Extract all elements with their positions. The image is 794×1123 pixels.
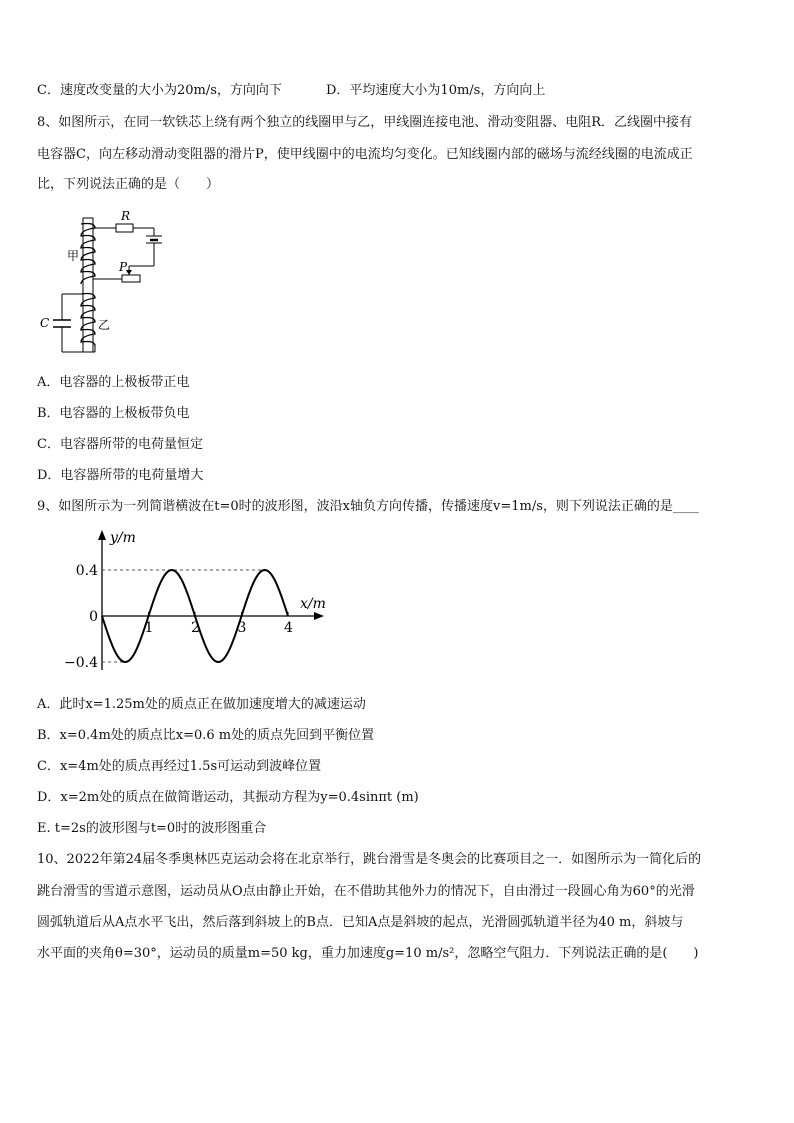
x-tick-label: 3 — [237, 620, 247, 636]
q8-option-d: D．电容器所带的电荷量增大 — [37, 468, 204, 483]
y-axis-label: y/m — [110, 530, 136, 546]
q9-option-d: D．x=2m处的质点在做简谐运动，其振动方程为y=0.4sinπt (m) — [37, 790, 419, 805]
y-axis-arrow — [98, 530, 106, 540]
y-tick-label: 0 — [89, 609, 98, 625]
x-axis-label: x/m — [300, 596, 326, 612]
x-tick-label: 1 — [144, 620, 154, 636]
q8-stem-line1: 8、如图所示，在同一软铁芯上绕有两个独立的线圈甲与乙，甲线圈连接电池、滑动变阻器、电阻R．乙线圈中接有 — [37, 115, 693, 130]
q10-line4: 水平面的夹角θ=30°，运动员的质量m=50 kg，重力加速度g=10 m/s²，忽略空气阻力．下列说法正确的是( ) — [37, 946, 699, 961]
q8-stem-line3: 比，下列说法正确的是（ ） — [37, 177, 220, 192]
q8-stem-line2: 电容器C，向左移动滑动变阻器的滑片P，使甲线圈中的电流均匀变化。已知线圈内部的磁场与流经线圈的电流成正 — [37, 147, 693, 162]
label-r: R — [121, 209, 131, 223]
capacitor-c — [53, 320, 71, 327]
battery-symbol — [146, 236, 162, 243]
q9-option-b: B．x=0.4m处的质点比x=0.6 m处的质点先回到平衡位置 — [37, 728, 375, 743]
q10-line2: 跳台滑雪的雪道示意图，运动员从O点由静止开始，在不借助其他外力的情况下，自由滑过一段圆心角为60°的光滑 — [37, 884, 695, 899]
rheostat — [122, 275, 140, 282]
y-tick-label: −0.4 — [64, 655, 98, 671]
resistor-r — [116, 224, 133, 232]
q10-line3: 圆弧轨道后从A点水平飞出，然后落到斜坡上的B点．已知A点是斜坡的起点，光滑圆弧轨道半径为40 m，斜坡与 — [37, 915, 684, 930]
iron-core — [83, 218, 93, 352]
q9-option-c: C．x=4m处的质点再经过1.5s可运动到波峰位置 — [37, 759, 322, 774]
q8-option-a: A．电容器的上极板带正电 — [37, 375, 190, 390]
q7-option-c: C．速度改变量的大小为20m/s，方向向下 — [37, 83, 282, 98]
x-axis-arrow — [314, 612, 324, 620]
x-tick-label: 4 — [284, 620, 293, 636]
label-yi: 乙 — [98, 318, 111, 332]
x-tick-label: 2 — [191, 620, 200, 636]
q9-option-a: A．此时x=1.25m处的质点正在做加速度增大的减速运动 — [37, 697, 366, 712]
label-p: P — [119, 260, 128, 274]
q7-option-d: D．平均速度大小为10m/s，方向向上 — [326, 83, 546, 98]
label-jia: 甲 — [67, 249, 80, 263]
q9-stem: 9、如图所示为一列简谐横波在t=0时的波形图，波沿x轴负方向传播，传播速度v=1m/s，则下列说法正确的是____ — [37, 499, 699, 514]
q9-wave-chart — [56, 524, 346, 684]
label-c: C — [40, 316, 50, 330]
q8-option-c: C．电容器所带的电荷量恒定 — [37, 437, 203, 452]
q8-option-b: B．电容器的上极板带负电 — [37, 406, 190, 421]
q8-circuit-figure — [36, 206, 176, 358]
y-tick-label: 0.4 — [75, 563, 98, 579]
q10-line1: 10、2022年第24届冬季奥林匹克运动会将在北京举行，跳台滑雪是冬奥会的比赛项目之一．如图所示为一简化后的 — [37, 852, 702, 867]
wave-axes — [98, 530, 324, 670]
wave-ticks — [64, 563, 293, 671]
q9-option-e: E. t=2s的波形图与t=0时的波形图重合 — [37, 821, 267, 836]
